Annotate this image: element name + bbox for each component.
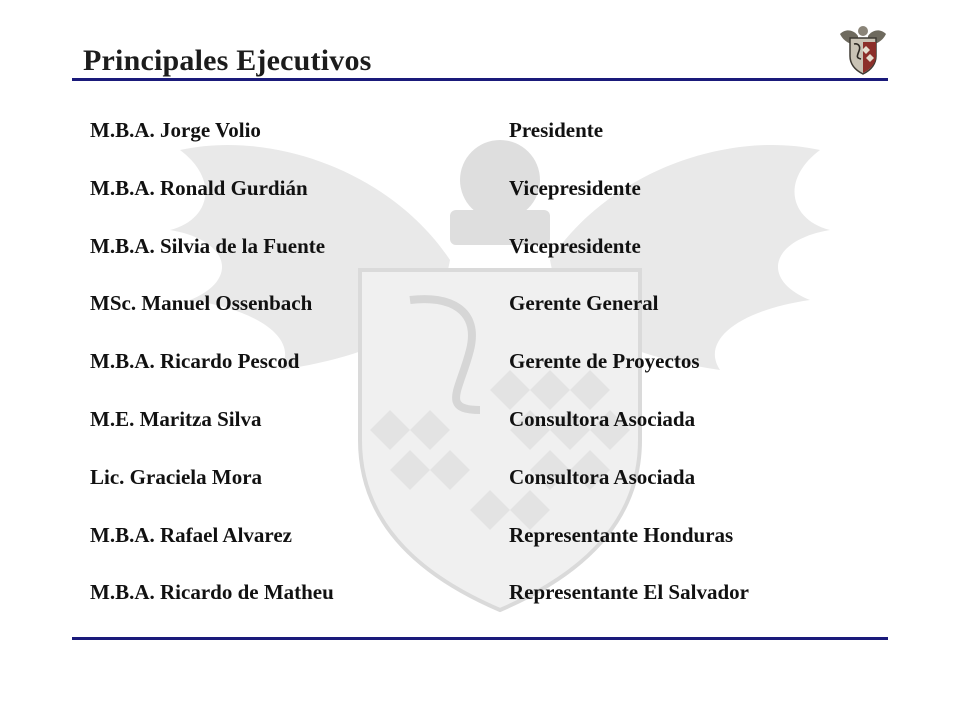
executive-row xyxy=(90,118,870,148)
executive-row xyxy=(90,523,870,553)
executive-role: Representante El Salvador xyxy=(509,580,749,604)
executive-role: Consultora Asociada xyxy=(509,407,696,431)
executive-role: Presidente xyxy=(509,118,604,142)
title-underline-divider xyxy=(72,78,888,81)
executive-name: Lic. Graciela Mora xyxy=(90,465,263,489)
executive-name: M.B.A. Jorge Volio xyxy=(90,118,261,142)
executive-role: Vicepresidente xyxy=(509,176,641,200)
executive-role: Gerente de Proyectos xyxy=(509,349,700,373)
executive-row xyxy=(90,291,870,321)
executive-name: M.B.A. Ricardo de Matheu xyxy=(90,580,334,604)
executive-row xyxy=(90,407,870,437)
executive-row xyxy=(90,176,870,206)
executive-row xyxy=(90,580,870,610)
executive-row xyxy=(90,349,870,379)
executive-name: M.B.A. Rafael Alvarez xyxy=(90,523,292,547)
executive-role: Consultora Asociada xyxy=(509,465,696,489)
bottom-divider xyxy=(72,637,888,640)
executive-name: M.E. Maritza Silva xyxy=(90,407,262,431)
executive-name: M.B.A. Ricardo Pescod xyxy=(90,349,300,373)
executive-role: Gerente General xyxy=(509,291,659,315)
coat-of-arms-icon xyxy=(836,24,890,76)
executive-row xyxy=(90,465,870,495)
page-title: Principales Ejecutivos xyxy=(83,44,372,77)
executive-role: Vicepresidente xyxy=(509,234,641,258)
executive-row xyxy=(90,234,870,264)
executive-role: Representante Honduras xyxy=(509,523,734,547)
executive-name: MSc. Manuel Ossenbach xyxy=(90,291,313,315)
executive-name: M.B.A. Silvia de la Fuente xyxy=(90,234,326,258)
executive-name: M.B.A. Ronald Gurdián xyxy=(90,176,308,200)
